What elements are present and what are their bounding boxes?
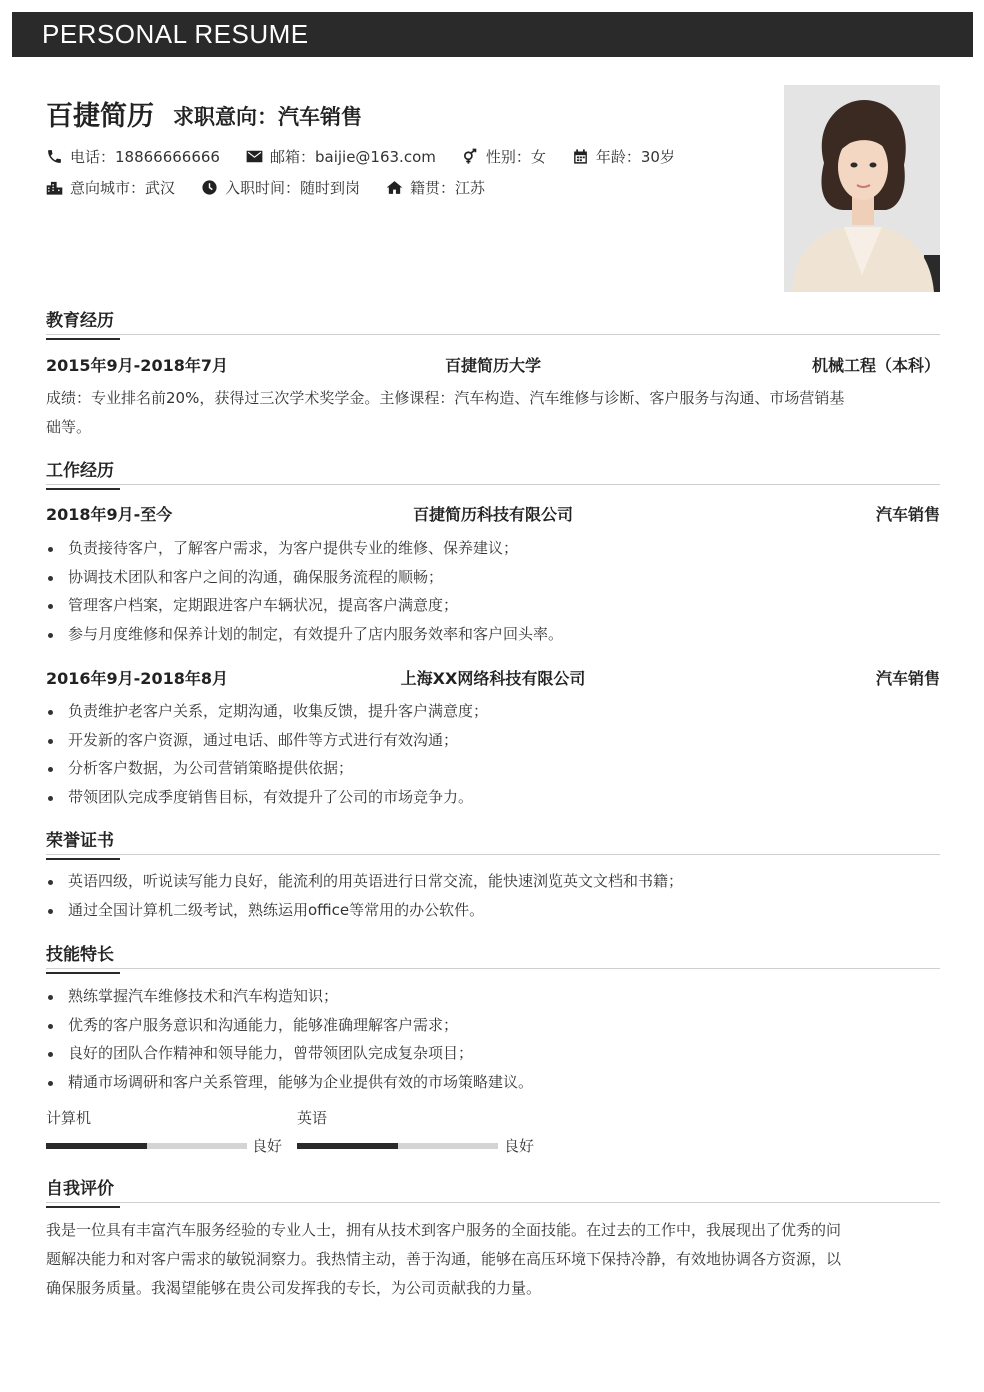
honors-title xyxy=(46,826,114,851)
skill-bar-fill xyxy=(297,1143,398,1149)
list-item: 分析客户数据，为公司营销策略提供依据； xyxy=(46,754,940,783)
self-eval-title-text: 自我评价 xyxy=(46,1179,114,1199)
work-title-text: 工作经历 xyxy=(46,461,114,481)
city-text: 意向城市：武汉 xyxy=(70,179,176,197)
gender-text: 性别：女 xyxy=(485,148,546,166)
section-divider xyxy=(46,968,940,969)
age-info xyxy=(572,146,675,167)
section-divider xyxy=(46,1202,940,1203)
work-title xyxy=(46,456,114,481)
honors-title-text: 荣誉证书 xyxy=(46,831,114,851)
job-entry-header xyxy=(46,502,940,524)
clock-icon xyxy=(201,179,218,196)
honors-list xyxy=(46,867,940,924)
list-item: 优秀的客户服务意识和沟通能力，能够准确理解客户需求； xyxy=(46,1011,940,1040)
job-period: 2016年9月-2018年8月 xyxy=(46,669,228,688)
gender-icon xyxy=(462,148,479,165)
job-duties-list xyxy=(46,697,940,812)
city-info xyxy=(46,177,175,198)
list-item: 熟练掌握汽车维修技术和汽车构造知识； xyxy=(46,982,940,1011)
list-item: 精通市场调研和客户关系管理，能够为企业提供有效的市场策略建议。 xyxy=(46,1068,940,1097)
city-icon xyxy=(46,179,63,196)
skill-bar-fill xyxy=(46,1143,147,1149)
education-detail-line: 成绩：专业排名前20%，获得过三次学术奖学金。主修课程：汽车构造、汽车维修与诊断、客户服务与沟通、市场营销基 xyxy=(46,389,845,407)
list-item: 良好的团队合作精神和领导能力，曾带领团队完成复杂项目； xyxy=(46,1039,940,1068)
list-item: 负责接待客户，了解客户需求，为客户提供专业的维修、保养建议； xyxy=(46,534,940,563)
skill-computer-bar xyxy=(46,1143,247,1149)
resume-banner xyxy=(12,12,973,57)
age-text: 年龄：30岁 xyxy=(595,148,675,166)
list-item: 负责维护老客户关系，定期沟通，收集反馈，提升客户满意度； xyxy=(46,697,940,726)
section-underline xyxy=(46,338,120,340)
gender-info xyxy=(462,146,546,167)
skills-title-text: 技能特长 xyxy=(46,945,114,965)
phone-text: 电话：18866666666 xyxy=(70,148,220,166)
job-duties-list xyxy=(46,534,940,649)
phone-icon xyxy=(46,148,63,165)
education-entry-header xyxy=(46,353,940,375)
self-eval-line: 确保服务质量。我渴望能够在贵公司发挥我的专长，为公司贡献我的力量。 xyxy=(46,1279,542,1297)
skill-computer-level: 良好 xyxy=(252,1137,283,1155)
start-time-info xyxy=(201,177,360,198)
education-period: 2015年9月-2018年7月 xyxy=(46,356,228,375)
mail-icon xyxy=(246,148,263,165)
candidate-name: 百捷简历 xyxy=(46,101,154,132)
education-major: 机械工程（本科） xyxy=(811,356,940,375)
section-underline xyxy=(46,488,120,490)
education-detail-line: 础等。 xyxy=(46,418,92,436)
education-title-text: 教育经历 xyxy=(46,311,114,331)
calendar-icon xyxy=(572,148,589,165)
list-item: 管理客户档案，定期跟进客户车辆状况，提高客户满意度； xyxy=(46,591,940,620)
job-role: 汽车销售 xyxy=(875,505,940,524)
section-underline xyxy=(46,972,120,974)
home-icon xyxy=(386,179,403,196)
job-period: 2018年9月-至今 xyxy=(46,505,173,524)
section-underline xyxy=(46,1206,120,1208)
skill-computer-name: 计算机 xyxy=(46,1109,92,1127)
section-divider xyxy=(46,334,940,335)
hometown-text: 籍贯：江苏 xyxy=(410,179,486,197)
skills-title xyxy=(46,940,114,965)
list-item: 协调技术团队和客户之间的沟通，确保服务流程的顺畅； xyxy=(46,563,940,592)
self-eval-text xyxy=(46,1216,940,1303)
job-entry-header xyxy=(46,666,940,688)
self-eval-title xyxy=(46,1174,114,1199)
education-school: 百捷简历大学 xyxy=(444,356,541,375)
list-item: 英语四级，听说读写能力良好，能流利的用英语进行日常交流，能快速浏览英文文档和书籍； xyxy=(46,867,940,896)
education-title xyxy=(46,306,114,331)
list-item: 参与月度维修和保养计划的制定，有效提升了店内服务效率和客户回头率。 xyxy=(46,620,940,649)
job-company: 上海XX网络科技有限公司 xyxy=(400,669,586,688)
skill-english-bar xyxy=(297,1143,498,1149)
skills-list xyxy=(46,982,940,1097)
profile-photo xyxy=(784,85,940,292)
preference-row xyxy=(46,177,511,198)
self-eval-line: 我是一位具有丰富汽车服务经验的专业人士，拥有从技术到客户服务的全面技能。在过去的工作中，我展现出了优秀的问 xyxy=(46,1221,842,1239)
education-detail xyxy=(46,384,940,442)
email-text: 邮箱：baijie@163.com xyxy=(269,148,436,166)
list-item: 带领团队完成季度销售目标，有效提升了公司的市场竞争力。 xyxy=(46,783,940,812)
hometown-info xyxy=(386,177,485,198)
list-item: 开发新的客户资源，通过电话、邮件等方式进行有效沟通； xyxy=(46,726,940,755)
banner-title: PERSONAL RESUME xyxy=(42,19,309,49)
job-intent: 求职意向：汽车销售 xyxy=(173,105,362,129)
section-divider xyxy=(46,484,940,485)
phone-info xyxy=(46,146,220,167)
list-item: 通过全国计算机二级考试，熟练运用office等常用的办公软件。 xyxy=(46,896,940,925)
self-eval-line: 题解决能力和对客户需求的敏锐洞察力。我热情主动，善于沟通，能够在高压环境下保持冷静，有效地协调各方资源，以 xyxy=(46,1250,842,1268)
contact-row xyxy=(46,146,701,167)
skill-english-level: 良好 xyxy=(504,1137,535,1155)
job-role: 汽车销售 xyxy=(875,669,940,688)
section-underline xyxy=(46,858,120,860)
job-company: 百捷简历科技有限公司 xyxy=(412,505,573,524)
start-time-text: 入职时间：随时到岗 xyxy=(225,179,361,197)
email-info xyxy=(246,146,436,167)
section-divider xyxy=(46,854,940,855)
skill-english-name: 英语 xyxy=(297,1109,328,1127)
